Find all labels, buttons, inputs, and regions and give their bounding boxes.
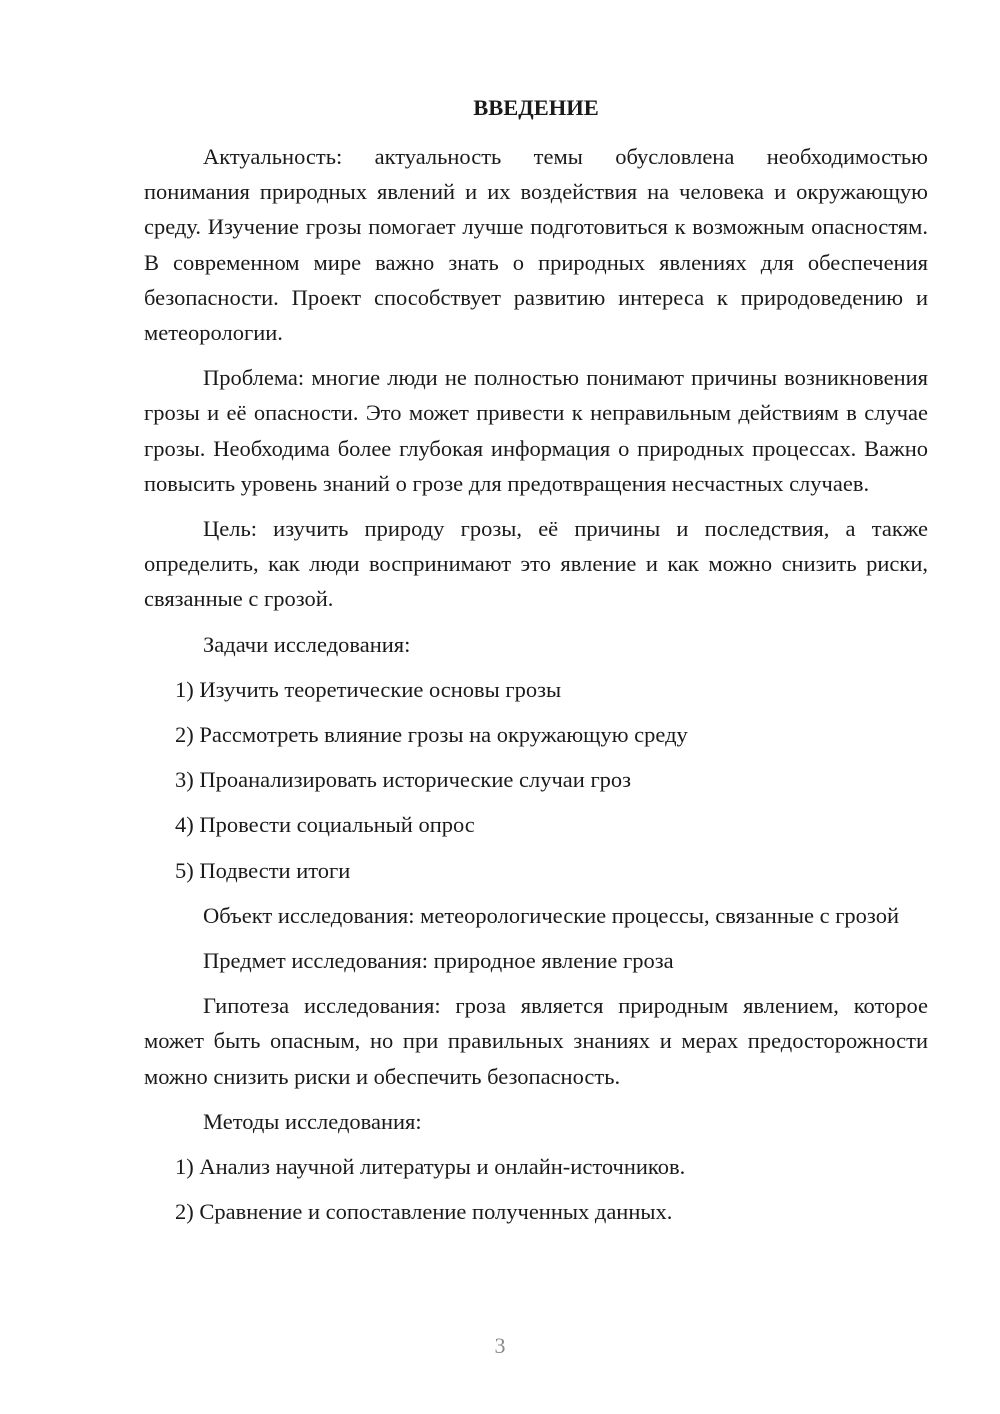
hypothesis-paragraph: Гипотеза исследования: гроза является природным явлением, которое может быть опасным, но при правильных знаниях и мерах предосторожности можно снизить риски и обеспечить безопасность. xyxy=(144,993,928,1089)
page-number: 3 xyxy=(494,1333,506,1358)
list-item: 2) Рассмотреть влияние грозы на окружающую среду xyxy=(175,722,688,748)
list-item: 2) Сравнение и сопоставление полученных данных. xyxy=(175,1199,673,1225)
list-item: 1) Анализ научной литературы и онлайн-источников. xyxy=(175,1154,686,1180)
tasks-list xyxy=(144,672,928,888)
list-item: 5) Подвести итоги xyxy=(175,857,351,883)
list-item: 1) Изучить теоретические основы грозы xyxy=(175,676,562,702)
relevance-paragraph: Актуальность: актуальность темы обусловлена необходимостью понимания природных явлений и их воздействия на человека и окружающую среду. Изучение грозы помогает лучше подготовиться к возможным опасностям. В современном мире важно знать о природных явлениях для обеспечения безопасности. Проект способствует развитию интереса к природоведению и метеорологии. xyxy=(144,144,928,346)
goal-paragraph: Цель: изучить природу грозы, её причины и последствия, а также определить, как люди воспринимают это явление и как можно снизить риски, связанные с грозой. xyxy=(144,516,928,612)
list-item: 3) Проанализировать исторические случаи гроз xyxy=(175,767,632,793)
tasks-heading: Задачи исследования: xyxy=(203,631,411,657)
problem-paragraph: Проблема: многие люди не полностью понимают причины возникновения грозы и её опасности. Это может привести к неправильным действиям в случае грозы. Необходима более глубокая информация о природных процессах. Важно повысить уровень знаний о грозе для предотвращения несчастных случаев. xyxy=(144,365,928,496)
object-paragraph: Объект исследования: метеорологические процессы, связанные с грозой xyxy=(203,902,899,928)
subject-paragraph: Предмет исследования: природное явление гроза xyxy=(203,948,674,974)
methods-heading: Методы исследования: xyxy=(203,1108,422,1134)
methods-list xyxy=(144,1149,928,1229)
page-title: ВВЕДЕНИЕ xyxy=(473,95,599,120)
document-page xyxy=(144,90,928,1239)
list-item: 4) Провести социальный опрос xyxy=(175,812,475,838)
